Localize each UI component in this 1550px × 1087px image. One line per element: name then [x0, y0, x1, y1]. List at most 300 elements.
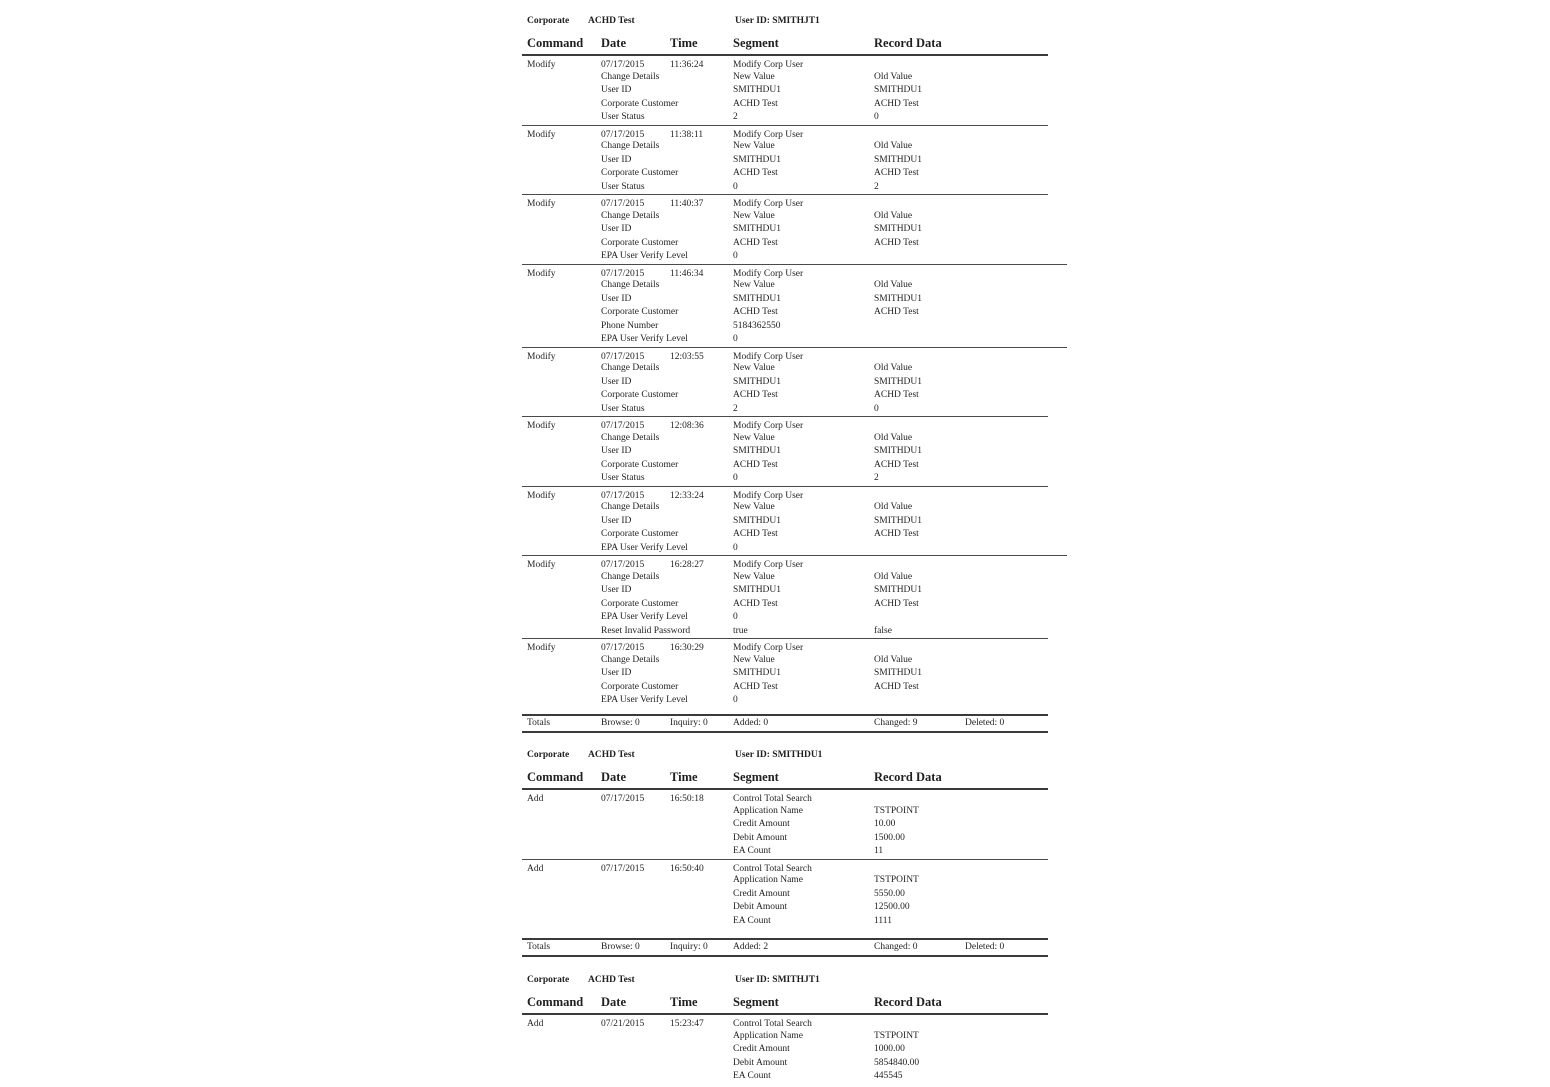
segment-cell: Modify Corp User: [733, 421, 804, 431]
detail-new-value: 0: [733, 473, 738, 483]
segment-cell: Control Total Search: [733, 794, 812, 804]
segment-cell: Modify Corp User: [733, 560, 804, 570]
detail-field-label: Credit Amount: [733, 819, 790, 829]
detail-old-value: Old Value: [874, 210, 913, 221]
detail-new-value: SMITHDU1: [733, 154, 782, 165]
section-header: [522, 750, 1067, 760]
date-cell: 07/17/2015: [601, 351, 645, 362]
column-header-segment: Segment: [733, 770, 779, 784]
detail-new-value: true: [733, 625, 748, 636]
column-header-record-data: Record Data: [874, 36, 942, 50]
detail-value: 10.00: [874, 819, 896, 829]
record-main-row: [522, 352, 1067, 363]
date-cell: 07/17/2015: [601, 421, 645, 431]
detail-old-value: ACHD Test: [874, 681, 919, 692]
record-detail-row: [522, 223, 1067, 237]
detail-field-label: User Status: [601, 403, 645, 414]
record-detail-row: [522, 167, 1067, 181]
date-cell: 07/17/2015: [601, 199, 645, 209]
record-detail-row: [522, 515, 1067, 529]
record-detail-row: [522, 403, 1067, 417]
detail-field-label: Reset Invalid Password: [601, 625, 691, 636]
record-block: [522, 790, 1067, 859]
record-detail-row: [522, 140, 1067, 154]
record-detail-row: [522, 320, 1067, 334]
detail-new-value: 0: [733, 542, 738, 553]
detail-field-label: User Status: [601, 473, 645, 483]
detail-old-value: ACHD Test: [874, 307, 919, 317]
detail-value: 5550.00: [874, 888, 905, 899]
detail-field-label: EA Count: [733, 846, 771, 856]
date-cell: 07/17/2015: [601, 490, 645, 501]
detail-field-label: Change Details: [601, 280, 660, 290]
record-main-row: [522, 794, 1067, 805]
record-detail-row: [522, 98, 1067, 112]
record-detail-row: [522, 111, 1067, 125]
detail-new-value: 2: [733, 403, 738, 414]
record-detail-row: [522, 542, 1067, 556]
command-cell: Modify: [527, 129, 556, 140]
record-detail-row: [522, 237, 1067, 251]
record-main-row: [522, 199, 1067, 210]
totals-inquiry-count: Inquiry: 0: [670, 942, 708, 952]
detail-value: 1500.00: [874, 832, 905, 843]
detail-field-label: EPA User Verify Level: [601, 334, 688, 344]
totals-deleted-count: Deleted: 0: [965, 717, 1005, 728]
record-block: [522, 56, 1067, 125]
detail-new-value: New Value: [733, 571, 775, 582]
time-cell: 16:30:29: [670, 643, 704, 653]
record-detail-row: [522, 459, 1067, 473]
detail-old-value: false: [874, 625, 892, 636]
record-detail-row: [522, 901, 1067, 915]
detail-field-label: EPA User Verify Level: [601, 542, 688, 553]
totals-bar: [522, 938, 1048, 957]
detail-field-label: User ID: [601, 85, 632, 95]
user-id-label: User ID: SMITHJT1: [735, 16, 820, 26]
date-cell: 07/17/2015: [601, 60, 645, 70]
column-header-date: Date: [601, 995, 626, 1009]
column-header-record-data: Record Data: [874, 770, 942, 784]
record-detail-row: [522, 915, 1067, 929]
audit-section: [522, 975, 1067, 1084]
detail-old-value: 0: [874, 403, 879, 414]
record-detail-row: [522, 845, 1067, 859]
detail-new-value: SMITHDU1: [733, 668, 782, 678]
user-id-label: User ID: SMITHDU1: [735, 750, 823, 760]
command-cell: Modify: [527, 643, 556, 653]
detail-field-label: User ID: [601, 515, 632, 526]
time-cell: 15:23:47: [670, 1019, 704, 1029]
detail-field-label: EPA User Verify Level: [601, 695, 688, 705]
segment-cell: Modify Corp User: [733, 490, 804, 501]
detail-field-label: Credit Amount: [733, 1044, 790, 1054]
corporate-name: ACHD Test: [588, 16, 635, 26]
detail-old-value: ACHD Test: [874, 459, 919, 470]
segment-cell: Modify Corp User: [733, 351, 804, 362]
column-header-segment: Segment: [733, 995, 779, 1009]
time-cell: 11:36:24: [670, 60, 704, 70]
detail-field-label: Corporate Customer: [601, 681, 679, 692]
record-block: [522, 1015, 1067, 1084]
detail-field-label: Change Details: [601, 363, 660, 373]
record-detail-row: [522, 694, 1067, 708]
column-header-command: Command: [527, 36, 584, 50]
detail-old-value: SMITHDU1: [874, 224, 923, 234]
record-detail-row: [522, 528, 1067, 542]
record-detail-row: [522, 611, 1067, 625]
totals-changed-count: Changed: 0: [874, 942, 918, 952]
detail-field-label: User ID: [601, 293, 632, 304]
detail-value: 5854840.00: [874, 1057, 920, 1068]
detail-value: 12500.00: [874, 902, 910, 912]
detail-field-label: EA Count: [733, 1071, 771, 1081]
command-cell: Modify: [527, 421, 556, 431]
record-detail-row: [522, 250, 1067, 264]
record-detail-row: [522, 84, 1067, 98]
detail-new-value: 0: [733, 612, 738, 622]
detail-new-value: ACHD Test: [733, 529, 778, 539]
detail-old-value: Old Value: [874, 71, 913, 82]
detail-old-value: ACHD Test: [874, 529, 919, 539]
section-header: [522, 975, 1067, 985]
detail-old-value: ACHD Test: [874, 390, 919, 400]
record-block: [522, 487, 1067, 556]
column-header-row: [522, 770, 1067, 788]
detail-new-value: ACHD Test: [733, 459, 778, 470]
column-header-command: Command: [527, 995, 584, 1009]
detail-field-label: EA Count: [733, 915, 771, 926]
command-cell: Modify: [527, 268, 556, 279]
record-main-row: [522, 643, 1067, 654]
detail-new-value: ACHD Test: [733, 681, 778, 692]
column-header-row: [522, 995, 1067, 1013]
column-header-command: Command: [527, 770, 584, 784]
segment-cell: Modify Corp User: [733, 60, 804, 70]
detail-new-value: SMITHDU1: [733, 376, 782, 387]
detail-field-label: Corporate Customer: [601, 529, 679, 539]
totals-browse-count: Browse: 0: [601, 717, 640, 728]
time-cell: 11:46:34: [670, 268, 704, 279]
detail-new-value: 0: [733, 251, 738, 261]
command-cell: Modify: [527, 60, 556, 70]
detail-field-label: User Status: [601, 112, 645, 122]
column-header-segment: Segment: [733, 36, 779, 50]
record-detail-row: [522, 1057, 1067, 1071]
record-detail-row: [522, 181, 1067, 195]
segment-cell: Control Total Search: [733, 1019, 812, 1029]
detail-value: 1000.00: [874, 1044, 905, 1054]
record-detail-row: [522, 71, 1067, 85]
time-cell: 11:38:11: [670, 129, 704, 140]
detail-new-value: New Value: [733, 141, 775, 151]
detail-old-value: 0: [874, 112, 879, 122]
record-block: [522, 195, 1067, 264]
detail-old-value: SMITHDU1: [874, 293, 923, 304]
audit-section: [522, 750, 1067, 957]
record-detail-row: [522, 832, 1067, 846]
command-cell: Add: [527, 863, 544, 874]
record-block: [522, 639, 1067, 708]
corporate-name: ACHD Test: [588, 750, 635, 760]
record-main-row: [522, 130, 1067, 141]
detail-field-label: User ID: [601, 154, 632, 165]
detail-value: 1111: [874, 915, 892, 926]
detail-field-label: Debit Amount: [733, 1057, 788, 1068]
time-cell: 12:08:36: [670, 421, 704, 431]
detail-field-label: Corporate Customer: [601, 390, 679, 400]
record-detail-row: [522, 874, 1067, 888]
time-cell: 16:50:18: [670, 794, 704, 804]
detail-new-value: New Value: [733, 71, 775, 82]
detail-old-value: SMITHDU1: [874, 668, 923, 678]
detail-new-value: ACHD Test: [733, 390, 778, 400]
detail-old-value: SMITHDU1: [874, 515, 923, 526]
detail-old-value: 2: [874, 181, 879, 192]
detail-field-label: Change Details: [601, 210, 660, 221]
detail-field-label: User ID: [601, 224, 632, 234]
detail-field-label: Change Details: [601, 141, 660, 151]
totals-label: Totals: [527, 942, 551, 952]
detail-field-label: EPA User Verify Level: [601, 251, 688, 261]
detail-field-label: Change Details: [601, 71, 660, 82]
detail-field-label: Application Name: [733, 875, 803, 885]
detail-new-value: ACHD Test: [733, 598, 778, 609]
detail-field-label: Corporate Customer: [601, 237, 679, 248]
date-cell: 07/17/2015: [601, 794, 645, 804]
time-cell: 12:03:55: [670, 351, 704, 362]
detail-old-value: ACHD Test: [874, 168, 919, 178]
column-header-time: Time: [670, 995, 698, 1009]
command-cell: Modify: [527, 199, 556, 209]
detail-old-value: Old Value: [874, 571, 913, 582]
record-block: [522, 348, 1067, 417]
totals-browse-count: Browse: 0: [601, 942, 640, 952]
record-detail-row: [522, 625, 1067, 639]
detail-old-value: SMITHDU1: [874, 446, 923, 456]
time-cell: 12:33:24: [670, 490, 704, 501]
detail-new-value: ACHD Test: [733, 237, 778, 248]
detail-field-label: Change Details: [601, 432, 660, 443]
totals-bar: [522, 714, 1048, 733]
detail-new-value: New Value: [733, 502, 775, 512]
record-detail-row: [522, 210, 1067, 224]
segment-cell: Control Total Search: [733, 863, 812, 874]
record-detail-row: [522, 1043, 1067, 1057]
column-header-date: Date: [601, 770, 626, 784]
detail-old-value: SMITHDU1: [874, 154, 923, 165]
record-detail-row: [522, 654, 1067, 668]
detail-new-value: 2: [733, 112, 738, 122]
record-main-row: [522, 560, 1067, 571]
detail-field-label: Application Name: [733, 805, 803, 816]
detail-new-value: ACHD Test: [733, 307, 778, 317]
segment-cell: Modify Corp User: [733, 268, 804, 279]
detail-field-label: Change Details: [601, 502, 660, 512]
detail-old-value: Old Value: [874, 280, 913, 290]
detail-field-label: Application Name: [733, 1030, 803, 1041]
record-block: [522, 860, 1067, 929]
detail-new-value: SMITHDU1: [733, 515, 782, 526]
audit-section: [522, 16, 1067, 733]
detail-field-label: Corporate Customer: [601, 307, 679, 317]
detail-field-label: Credit Amount: [733, 888, 790, 899]
detail-old-value: SMITHDU1: [874, 85, 923, 95]
detail-new-value: SMITHDU1: [733, 446, 782, 456]
detail-new-value: ACHD Test: [733, 98, 778, 109]
corporate-name: ACHD Test: [588, 975, 635, 985]
detail-field-label: Phone Number: [601, 320, 659, 331]
segment-cell: Modify Corp User: [733, 643, 804, 653]
date-cell: 07/21/2015: [601, 1019, 645, 1029]
totals-added-count: Added: 2: [733, 942, 769, 952]
record-detail-row: [522, 584, 1067, 598]
record-detail-row: [522, 818, 1067, 832]
record-detail-row: [522, 1070, 1067, 1084]
date-cell: 07/17/2015: [601, 268, 645, 279]
date-cell: 07/17/2015: [601, 863, 645, 874]
record-detail-row: [522, 598, 1067, 612]
detail-field-label: Corporate Customer: [601, 459, 679, 470]
record-detail-row: [522, 154, 1067, 168]
column-header-record-data: Record Data: [874, 995, 942, 1009]
detail-old-value: 2: [874, 473, 879, 483]
time-cell: 11:40:37: [670, 199, 704, 209]
detail-new-value: New Value: [733, 280, 775, 290]
detail-field-label: Corporate Customer: [601, 598, 679, 609]
detail-new-value: 5184362550: [733, 320, 781, 331]
detail-field-label: Corporate Customer: [601, 98, 679, 109]
totals-added-count: Added: 0: [733, 717, 769, 728]
section-header: [522, 16, 1067, 26]
record-detail-row: [522, 888, 1067, 902]
command-cell: Modify: [527, 351, 556, 362]
command-cell: Modify: [527, 490, 556, 501]
record-detail-row: [522, 1030, 1067, 1044]
detail-field-label: Debit Amount: [733, 832, 788, 843]
record-detail-row: [522, 681, 1067, 695]
detail-field-label: User ID: [601, 585, 632, 595]
detail-new-value: 0: [733, 181, 738, 192]
column-header-time: Time: [670, 770, 698, 784]
corporate-label: Corporate: [527, 16, 570, 26]
detail-value: TSTPOINT: [874, 805, 919, 816]
time-cell: 16:28:27: [670, 560, 704, 570]
detail-field-label: User ID: [601, 376, 632, 387]
command-cell: Add: [527, 1019, 544, 1029]
detail-new-value: SMITHDU1: [733, 293, 782, 304]
detail-old-value: Old Value: [874, 363, 913, 373]
record-block: [522, 126, 1067, 195]
record-detail-row: [522, 805, 1067, 819]
date-cell: 07/17/2015: [601, 643, 645, 653]
corporate-label: Corporate: [527, 975, 570, 985]
detail-old-value: Old Value: [874, 141, 913, 151]
detail-new-value: 0: [733, 334, 738, 344]
detail-field-label: User ID: [601, 446, 632, 456]
detail-new-value: SMITHDU1: [733, 85, 782, 95]
record-block: [522, 265, 1067, 347]
user-id-label: User ID: SMITHJT1: [735, 975, 820, 985]
detail-old-value: Old Value: [874, 654, 913, 665]
column-header-date: Date: [601, 36, 626, 50]
record-main-row: [522, 421, 1067, 432]
detail-field-label: User Status: [601, 181, 645, 192]
detail-old-value: SMITHDU1: [874, 376, 923, 387]
record-detail-row: [522, 571, 1067, 585]
time-cell: 16:50:40: [670, 863, 704, 874]
detail-new-value: 0: [733, 695, 738, 705]
detail-field-label: Change Details: [601, 654, 660, 665]
record-detail-row: [522, 333, 1067, 347]
column-header-time: Time: [670, 36, 698, 50]
detail-field-label: User ID: [601, 668, 632, 678]
record-detail-row: [522, 667, 1067, 681]
detail-value: 11: [874, 846, 884, 856]
record-detail-row: [522, 376, 1067, 390]
detail-new-value: New Value: [733, 432, 775, 443]
detail-old-value: Old Value: [874, 502, 913, 512]
record-detail-row: [522, 362, 1067, 376]
segment-cell: Modify Corp User: [733, 199, 804, 209]
corporate-label: Corporate: [527, 750, 570, 760]
record-main-row: [522, 1019, 1067, 1030]
detail-new-value: SMITHDU1: [733, 585, 782, 595]
totals-deleted-count: Deleted: 0: [965, 942, 1005, 952]
detail-old-value: ACHD Test: [874, 598, 919, 609]
command-cell: Modify: [527, 560, 556, 570]
date-cell: 07/17/2015: [601, 560, 645, 570]
record-detail-row: [522, 306, 1067, 320]
detail-old-value: SMITHDU1: [874, 585, 923, 595]
record-detail-row: [522, 279, 1067, 293]
detail-new-value: New Value: [733, 654, 775, 665]
record-main-row: [522, 60, 1067, 71]
record-main-row: [522, 491, 1067, 502]
record-block: [522, 556, 1067, 638]
totals-inquiry-count: Inquiry: 0: [670, 717, 708, 728]
command-cell: Add: [527, 794, 544, 804]
detail-field-label: Debit Amount: [733, 902, 788, 912]
totals-changed-count: Changed: 9: [874, 717, 918, 728]
detail-field-label: EPA User Verify Level: [601, 612, 688, 622]
detail-value: 445545: [874, 1071, 903, 1081]
date-cell: 07/17/2015: [601, 129, 645, 140]
detail-old-value: Old Value: [874, 432, 913, 443]
detail-field-label: Change Details: [601, 571, 660, 582]
record-detail-row: [522, 501, 1067, 515]
detail-field-label: Corporate Customer: [601, 168, 679, 178]
detail-value: TSTPOINT: [874, 1030, 919, 1041]
record-detail-row: [522, 293, 1067, 307]
detail-new-value: ACHD Test: [733, 168, 778, 178]
totals-label: Totals: [527, 717, 551, 728]
detail-new-value: SMITHDU1: [733, 224, 782, 234]
detail-new-value: New Value: [733, 210, 775, 221]
record-main-row: [522, 864, 1067, 875]
record-block: [522, 417, 1067, 486]
segment-cell: Modify Corp User: [733, 129, 804, 140]
detail-new-value: New Value: [733, 363, 775, 373]
record-detail-row: [522, 445, 1067, 459]
detail-old-value: ACHD Test: [874, 98, 919, 109]
detail-value: TSTPOINT: [874, 875, 919, 885]
detail-old-value: ACHD Test: [874, 237, 919, 248]
record-detail-row: [522, 389, 1067, 403]
record-detail-row: [522, 472, 1067, 486]
record-main-row: [522, 269, 1067, 280]
record-detail-row: [522, 432, 1067, 446]
